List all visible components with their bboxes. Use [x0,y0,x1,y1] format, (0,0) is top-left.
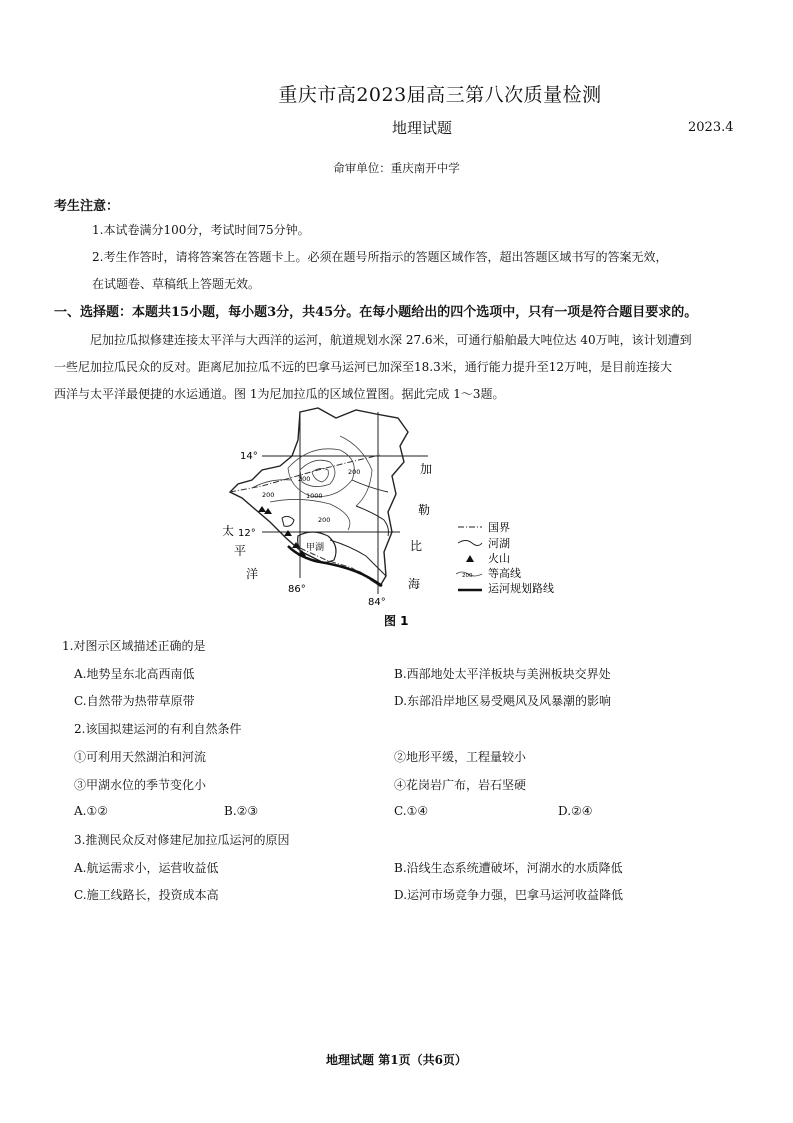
label-lat-14: 14° [240,451,258,462]
figure-caption: 图 1 [384,614,409,628]
legend-river-lake-label: 河湖 [488,537,510,550]
label-caribbean-2: 勒 [418,503,431,517]
question-2-option-c[interactable]: C.①④ [394,804,429,818]
question-1-stem: 1.对图示区域描述正确的是 [62,639,206,653]
question-3-option-c[interactable]: C.施工线路长，投资成本高 [74,888,219,902]
question-2-condition-1: ①可利用天然湖泊和河流 [74,750,207,764]
label-lat-12: 12° [238,528,256,539]
question-2-option-b[interactable]: B.②③ [224,804,259,818]
label-pacific-1: 太 [222,524,235,538]
label-lon-84: 84° [368,597,386,608]
question-3-option-a[interactable]: A.航运需求小，运营收益低 [74,861,219,875]
legend-contour-value: 200 [462,573,473,579]
volcano-icon [466,555,474,562]
section-1-heading: 一、选择题：本题共15小题，每小题3分，共45分。在每小题给出的四个选项中，只有一项是符合题目要求的。 [54,305,698,320]
label-caribbean-3: 比 [410,539,423,553]
question-2-option-d[interactable]: D.②④ [558,804,593,818]
contour-line [252,480,292,488]
exam-subject: 地理试题 [392,119,453,137]
label-pacific-2: 平 [234,544,247,558]
label-lake-jia: 甲湖 [306,543,325,553]
notice-heading: 考生注意： [54,199,120,214]
question-3-stem: 3.推测民众反对修建尼加拉瓜运河的原因 [74,833,290,847]
question-2-condition-4: ④花岗岩广布，岩石坚硬 [394,778,527,792]
question-1-option-d[interactable]: D.东部沿岸地区易受飓风及风暴潮的影响 [394,694,612,708]
lake-small [282,516,294,526]
notice-item-1: 1.本试卷满分100分，考试时间75分钟。 [92,223,310,237]
passage-line-3: 西洋与太平洋最便捷的水运通道。图 1为尼加拉瓜的区域位置图。据此完成 1～3题。 [54,387,505,401]
question-1-option-a[interactable]: A.地势呈东北高西南低 [74,667,195,681]
question-2-condition-3: ③甲湖水位的季节变化小 [74,778,207,792]
question-1-option-c[interactable]: C.自然带为热带草原带 [74,694,195,708]
legend-canal-label: 运河规划路线 [488,582,554,595]
question-2-stem: 2.该国拟建运河的有利自然条件 [74,722,242,736]
volcano-icon [284,530,292,536]
label-contour-200: 200 [262,491,275,499]
label-pacific-3: 洋 [246,567,259,581]
legend-volcano-label: 火山 [488,552,510,565]
question-3-option-d[interactable]: D.运河市场竞争力强，巴拿马运河收益降低 [394,888,624,902]
legend-river-sample [458,541,482,546]
passage-line-1: 尼加拉瓜拟修建连接太平洋与大西洋的运河，航道规划水深 27.6米，可通行船舶最大吨位达 40万吨，该计划遭到 [90,333,692,347]
label-contour-200: 200 [298,475,311,483]
page-footer: 地理试题 第1页（共6页） [326,1053,467,1067]
contour-line [270,499,350,530]
question-2-option-a[interactable]: A.①② [74,804,108,818]
exam-title: 重庆市高2023届高三第八次质量检测 [278,84,602,106]
passage-line-2: 一些尼加拉瓜民众的反对。距离尼加拉瓜不远的巴拿马运河已加深至18.3米，通行能力提升至12万吨，是目前连接大 [54,360,672,374]
label-lon-86: 86° [288,584,306,595]
notice-item-2-line-1: 2.考生作答时，请将答案答在答题卡上。必须在题号所指示的答题区域作答，超出答题区域书写的答案无效， [92,250,668,264]
question-3-option-b[interactable]: B.沿线生态系统遭破坏，河湖水的水质降低 [394,861,623,875]
label-contour-200: 200 [318,516,331,524]
question-1-option-b[interactable]: B.西部地处太平洋板块与美洲板块交界处 [394,667,611,681]
legend-border-label: 国界 [488,521,510,534]
label-caribbean-1: 加 [420,462,433,476]
notice-item-2-line-2: 在试题卷、草稿纸上答题无效。 [92,277,261,291]
question-2-condition-2: ②地形平缓，工程量较小 [394,750,527,764]
legend-contour-label: 等高线 [488,567,521,580]
contour-line [312,468,328,482]
label-contour-200: 200 [348,468,361,476]
volcano-icon [258,506,266,512]
label-contour-1000: 1000 [306,492,323,500]
label-caribbean-4: 海 [408,577,421,591]
exam-date: 2023.4 [688,120,734,135]
exam-unit: 命审单位：重庆南开中学 [333,161,460,175]
